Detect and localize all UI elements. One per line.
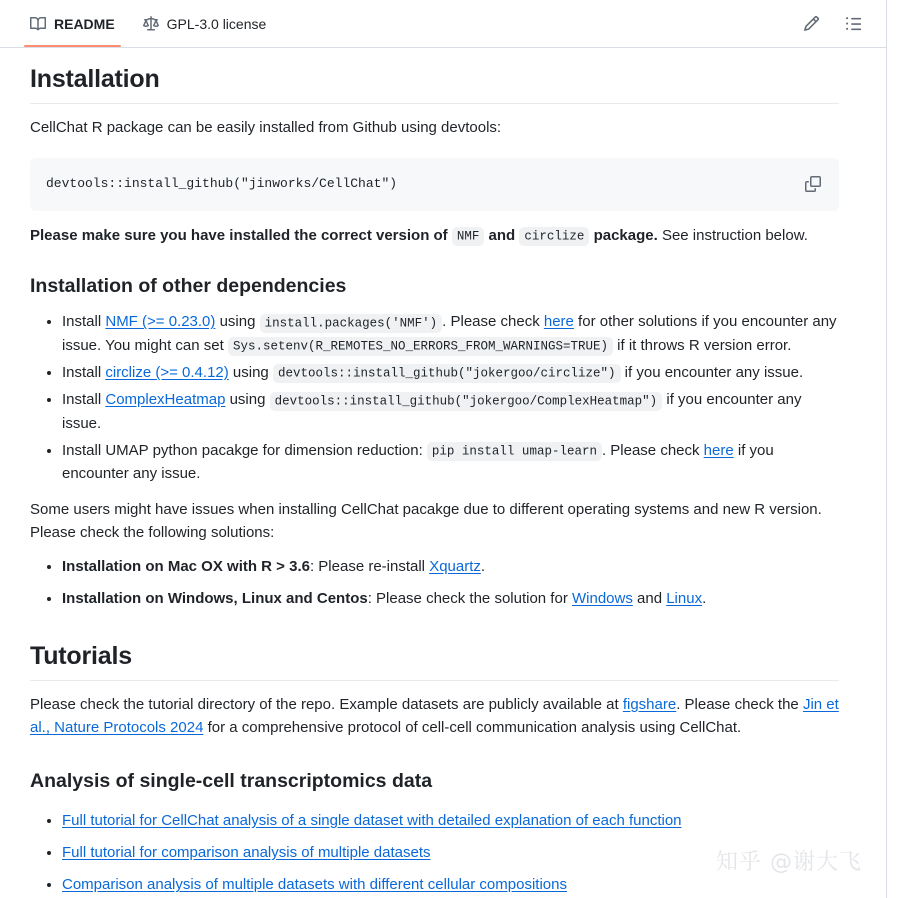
dep-nmf-seg4: for other solutions if you encounter any issue. You might can set (62, 313, 837, 354)
os-mac-seg2: . (480, 558, 486, 576)
dep-circlize-seg1: Install (62, 363, 106, 381)
os-win-seg2: and (632, 590, 667, 608)
book-icon (30, 16, 46, 32)
paragraph-os-issues: Some users might have issues when installing CellChat pacakge due to different operating systems and new R version. Please check the following solutions: (30, 500, 822, 541)
dependency-list (30, 310, 839, 485)
inline-code-circlize: circlize (519, 227, 589, 246)
inline-code-pip-umap: pip install umap-learn (427, 442, 602, 461)
tut-seg3: for a comprehensive protocol of cell-cell communication analysis using CellChat. (203, 719, 742, 737)
dep-nmf-seg1: Install (62, 313, 106, 331)
list-item-windows-linux (62, 587, 839, 610)
version-note-bold-tail: package. (589, 226, 658, 244)
list-item-complexheatmap (62, 388, 839, 435)
dep-ch-seg1: Install (62, 391, 106, 409)
file-tab-bar (0, 0, 887, 48)
tut-seg2: . Please check the (676, 695, 803, 713)
list-item-umap (62, 439, 839, 486)
edit-pencil-icon[interactable] (801, 14, 821, 34)
tut-seg1: Please check the tutorial directory of the repo. Example datasets are publicly available at (30, 695, 623, 713)
link-windows[interactable]: Windows (571, 590, 633, 608)
os-mac-bold: Installation on Mac OX with R > 3.6 (62, 558, 310, 576)
os-mac-seg1: : Please re-install (309, 558, 430, 576)
list-item-nmf (62, 310, 839, 357)
watermark: 知乎 @谢大飞 (716, 850, 862, 875)
os-win-seg3: . (702, 590, 707, 608)
tab-license[interactable] (129, 0, 281, 47)
inline-code-install-packages-nmf: install.packages('NMF') (260, 314, 443, 333)
paragraph-version-note (30, 224, 839, 247)
link-here-nmf[interactable]: here (543, 313, 574, 331)
link-linux[interactable]: Linux (666, 590, 703, 608)
link-figshare[interactable]: figshare (622, 695, 677, 713)
tab-readme-label: README (54, 15, 115, 32)
heading-installation: Installation (30, 64, 839, 104)
os-win-seg1: : Please check the solution for (367, 590, 572, 608)
law-scales-icon (143, 16, 159, 32)
os-win-bold: Installation on Windows, Linux and Centos (62, 590, 368, 608)
list-item-circlize (62, 361, 839, 384)
link-complexheatmap[interactable]: ComplexHeatmap (105, 391, 226, 409)
dep-umap-seg1: Install UMAP python pacakge for dimension reduction: (62, 441, 427, 459)
tab-readme[interactable] (16, 0, 129, 47)
heading-tutorials: Tutorials (30, 641, 839, 681)
copy-icon[interactable] (799, 170, 827, 198)
markdown-body (0, 48, 887, 896)
tab-license-label: GPL-3.0 license (166, 15, 267, 32)
version-note-and: and (484, 226, 520, 244)
link-nmf[interactable]: NMF (>= 0.23.0) (105, 313, 216, 331)
link-tutorial-comparison[interactable]: Full tutorial for comparison analysis of multiple datasets (62, 843, 431, 861)
link-circlize[interactable]: circlize (>= 0.4.12) (105, 363, 229, 381)
dep-ch-seg2: using (225, 391, 270, 409)
dep-umap-seg3: if you encounter any issue. (62, 441, 774, 483)
header-actions (801, 14, 887, 34)
code-block-install (30, 158, 839, 211)
list-item-tutorial (62, 809, 839, 832)
outline-list-icon[interactable] (843, 14, 863, 34)
inline-code-sys-setenv: Sys.setenv(R_REMOTES_NO_ERRORS_FROM_WARNINGS=TRUE) (228, 337, 613, 356)
list-item-mac (62, 555, 839, 578)
link-tutorial-cellular-compositions[interactable]: Comparison analysis of multiple datasets with different cellular compositions (62, 876, 567, 894)
link-tutorial-single-dataset[interactable]: Full tutorial for CellChat analysis of a single dataset with detailed explanation of each function (62, 811, 682, 829)
link-jin-nature-protocols[interactable]: Jin et al., Nature Protocols 2024 (30, 695, 839, 737)
dep-nmf-seg2: using (215, 313, 260, 331)
version-note-bold-lead: Please make sure you have installed the correct version of (30, 226, 452, 244)
dep-circlize-seg3: if you encounter any issue. (620, 363, 804, 381)
link-here-umap[interactable]: here (703, 441, 734, 459)
inline-code-install-complexheatmap: devtools::install_github("jokergoo/ComplexHeatmap") (270, 392, 663, 411)
version-note-plain-tail: See instruction below. (657, 226, 808, 244)
dep-ch-seg3: if you encounter any issue. (62, 391, 802, 432)
paragraph-installation-intro: CellChat R package can be easily installed from Github using devtools: (30, 119, 502, 137)
dep-nmf-seg3: . Please check (442, 313, 544, 331)
heading-other-dependencies: Installation of other dependencies (30, 274, 347, 297)
inline-code-nmf: NMF (452, 227, 485, 246)
dep-umap-seg2: . Please check (601, 441, 704, 459)
inline-code-install-circlize: devtools::install_github("jokergoo/circlize") (273, 364, 621, 383)
list-item-tutorial (62, 873, 839, 896)
paragraph-tutorials-intro (30, 693, 839, 740)
link-xquartz[interactable]: Xquartz (429, 558, 481, 576)
code-block-text: devtools::install_github("jinworks/CellChat") (46, 175, 398, 191)
heading-single-cell-analysis: Analysis of single-cell transcriptomics data (30, 770, 433, 793)
dep-circlize-seg2: using (228, 363, 273, 381)
dep-nmf-seg5: if it throws R version error. (613, 336, 792, 354)
os-solutions-list (30, 555, 839, 611)
